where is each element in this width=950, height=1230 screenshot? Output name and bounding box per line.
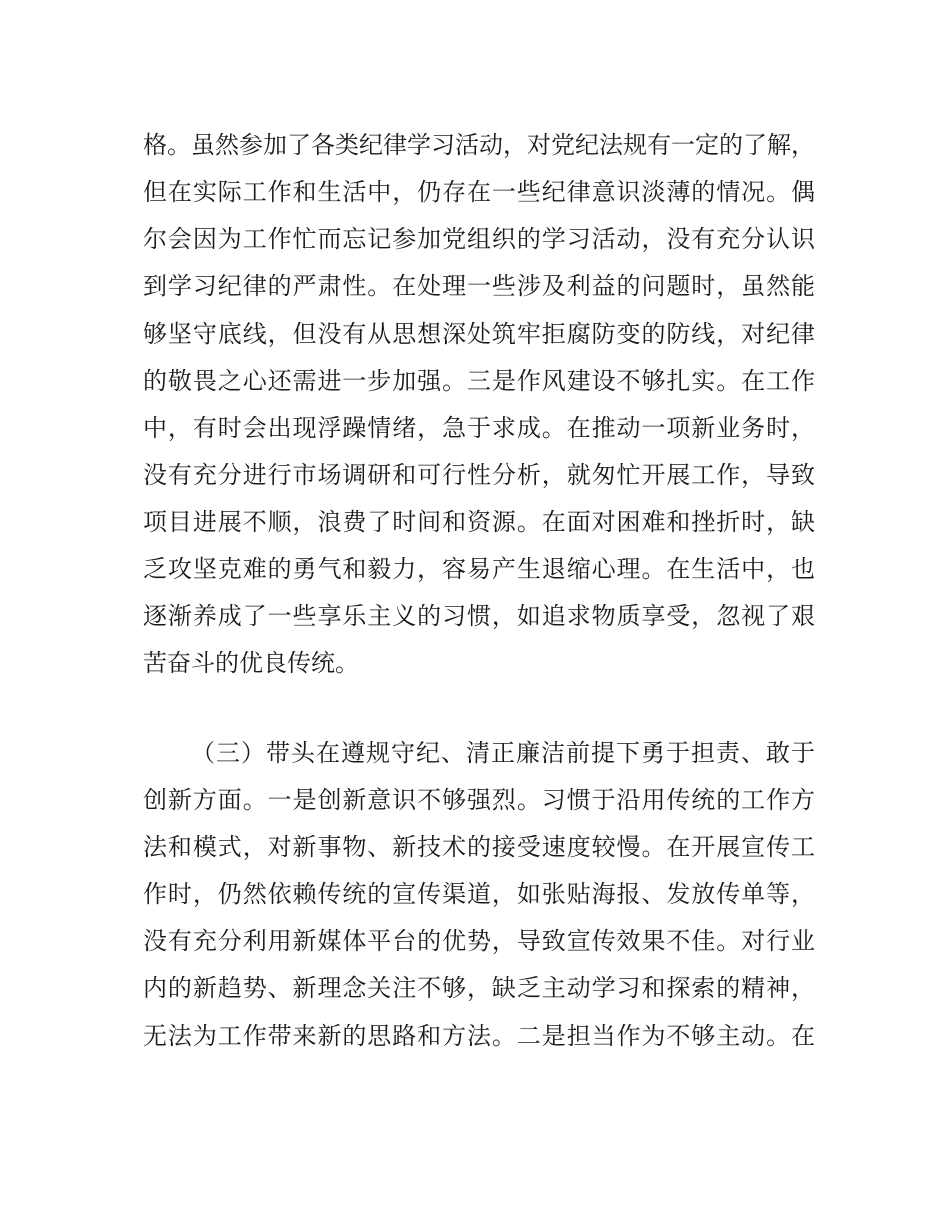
paragraph-1-line-6: 的敬畏之心还需进一步加强。三是作风建设不够扎实。在工作 [143,367,815,395]
paragraph-1-line-12: 苦奋斗的优良传统。 [143,649,359,677]
paragraph-1-line-11: 逐渐养成了一些享乐主义的习惯，如追求物质享受，忽视了艰 [143,602,815,630]
paragraph-2-line-1: （三）带头在遵规守纪、清正廉洁前提下勇于担责、敢于 [191,739,815,767]
paragraph-2-line-6: 内的新趋势、新理念关注不够，缺乏主动学习和探索的精神， [143,974,815,1002]
paragraph-1-line-4: 到学习纪律的严肃性。在处理一些涉及利益的问题时，虽然能 [143,272,815,300]
paragraph-1-line-2: 但在实际工作和生活中，仍存在一些纪律意识淡薄的情况。偶 [143,178,815,206]
paragraph-1-line-9: 项目进展不顺，浪费了时间和资源。在面对困难和挫折时，缺 [143,508,815,536]
paragraph-2-line-7: 无法为工作带来新的思路和方法。二是担当作为不够主动。在 [143,1022,815,1050]
paragraph-1-line-1: 格。虽然参加了各类纪律学习活动，对党纪法规有一定的了解， [143,131,815,159]
paragraph-2-line-4: 作时，仍然依赖传统的宣传渠道，如张贴海报、发放传单等， [143,880,815,908]
paragraph-2-line-2: 创新方面。一是创新意识不够强烈。习惯于沿用传统的工作方 [143,786,815,814]
paragraph-1-line-10: 乏攻坚克难的勇气和毅力，容易产生退缩心理。在生活中，也 [143,555,815,583]
paragraph-2-line-5: 没有充分利用新媒体平台的优势，导致宣传效果不佳。对行业 [143,927,815,955]
paragraph-1-line-3: 尔会因为工作忙而忘记参加党组织的学习活动，没有充分认识 [143,225,815,253]
paragraph-1-line-5: 够坚守底线，但没有从思想深处筑牢拒腐防变的防线，对纪律 [143,320,815,348]
paragraph-1-line-8: 没有充分进行市场调研和可行性分析，就匆忙开展工作，导致 [143,461,815,489]
paragraph-2-line-3: 法和模式，对新事物、新技术的接受速度较慢。在开展宣传工 [143,833,815,861]
paragraph-1-line-7: 中，有时会出现浮躁情绪，急于求成。在推动一项新业务时， [143,414,815,442]
